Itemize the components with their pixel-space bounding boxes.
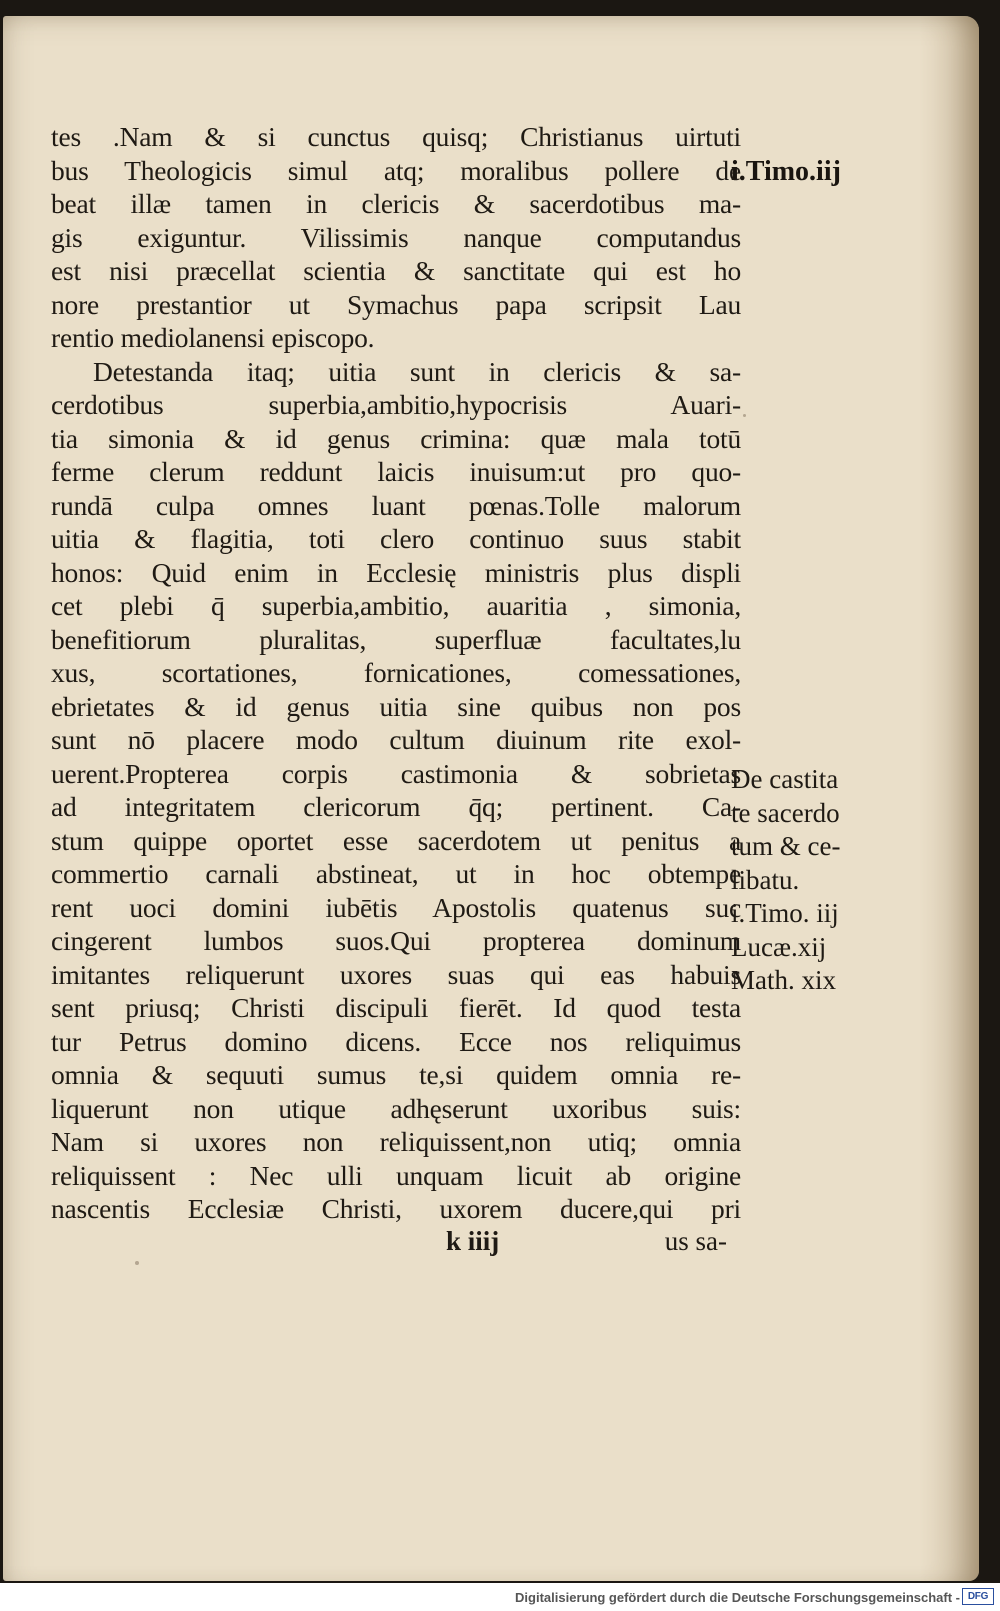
margin-note-line: te sacerdo: [731, 797, 840, 828]
margin-note-timothy: i.Timo.iij: [731, 156, 841, 187]
text-line: nore prestantior ut Symachus papa scripsit Lau: [51, 288, 741, 320]
margin-note-line: Math. xix: [731, 965, 836, 995]
text-line: cet plebi q̄ superbia,ambitio, auaritia , simonia,: [51, 590, 741, 621]
text-line: rent uoci domini iubētis Apostolis quatenus suc: [51, 891, 741, 923]
text-line: tur Petrus domino dicens. Ecce nos reliquimus: [51, 1025, 741, 1057]
margin-note-line: tum & ce-: [731, 831, 841, 861]
text-line: cingerent lumbos suos.Qui propterea dominum: [51, 925, 741, 956]
text-line: ferme clerum reddunt laicis inuisum:ut pro quo-: [51, 456, 741, 487]
text-line: sent priusq; Christi discipuli fierēt. Id quod testa: [51, 992, 741, 1023]
text-line: rentio mediolanensi episcopo.: [51, 322, 375, 353]
text-line: stum quippe oportet esse sacerdotem ut penitus a: [51, 824, 741, 856]
text-line: honos: Quid enim in Ecclesię ministris plus displi: [51, 556, 741, 588]
text-line: sunt nō placere modo cultum diuinum rite exol-: [51, 724, 741, 755]
margin-note-line: De castita: [731, 764, 839, 794]
text-line: xus, scortationes, fornicationes, comessationes,: [51, 657, 741, 688]
text-line: uerent.Propterea corpis castimonia & sobrietas: [51, 757, 741, 789]
text-line: ad integritatem clericorum q̄q; pertinent. Ca-: [51, 791, 741, 822]
margin-note-line: i.Timo. iij: [731, 898, 839, 928]
text-line: commertio carnali abstineat, ut in hoc obtempe: [51, 858, 741, 889]
margin-note-line: libatu.: [731, 864, 800, 895]
text-line: omnia & sequuti sumus te,si quidem omnia re-: [51, 1059, 741, 1090]
paragraph-1: [51, 120, 741, 355]
text-line: cerdotibus superbia,ambitio,hypocrisis Auari-: [51, 389, 741, 420]
margin-note-line: Lucæ.xij: [731, 931, 827, 962]
text-line: rundā culpa omnes luant pœnas.Tolle malorum: [51, 489, 741, 521]
dfg-logo-icon: DFG: [962, 1588, 994, 1605]
footer-credit: Digitalisierung gefördert durch die Deutsche Forschungsgemeinschaft -: [515, 1590, 960, 1605]
text-line: gis exiguntur. Vilissimis nanque computandus: [51, 221, 741, 253]
signature-line: [51, 1226, 741, 1262]
text-line: reliquissent : Nec ulli unquam licuit ab origine: [51, 1159, 741, 1191]
text-line: ebrietates & id genus uitia sine quibus non pos: [51, 690, 741, 722]
text-line: benefitiorum pluralitas, superfluæ facultates,lu: [51, 623, 741, 655]
text-line: tes .Nam & si cunctus quisq; Christianus uirtuti: [51, 121, 741, 152]
book-page: [3, 16, 979, 1581]
text-line: Detestanda itaq; uitia sunt in clericis & sa-: [93, 355, 741, 387]
text-line: imitantes reliquerunt uxores suas qui eas habuis: [51, 958, 741, 990]
paragraph-2: [51, 355, 741, 1226]
text-line: uitia & flagitia, toti clero continuo suus stabit: [51, 523, 741, 554]
text-line: tia simonia & id genus crimina: quæ mala totū: [51, 422, 741, 454]
text-line: Nam si uxores non reliquissent,non utiq; omnia: [51, 1126, 741, 1157]
margin-notes-block: [731, 763, 891, 998]
catchword: us sa-: [664, 1226, 727, 1256]
signature-mark: k iiij: [446, 1226, 500, 1256]
text-line: bus Theologicis simul atq; moralibus pollere de: [51, 154, 741, 186]
footer-bar: [0, 1583, 1000, 1611]
text-line: est nisi præcellat scientia & sanctitate qui est ho: [51, 255, 741, 286]
text-line: beat illæ tamen in clericis & sacerdotibus ma-: [51, 188, 741, 219]
main-text-block: [51, 120, 741, 1226]
paper-speck: [743, 414, 746, 417]
text-line: liquerunt non utique adhęserunt uxoribus suis:: [51, 1092, 741, 1124]
text-line: nascentis Ecclesiæ Christi, uxorem ducere,qui pri: [51, 1193, 741, 1224]
page-edge-shading: [919, 16, 979, 1581]
